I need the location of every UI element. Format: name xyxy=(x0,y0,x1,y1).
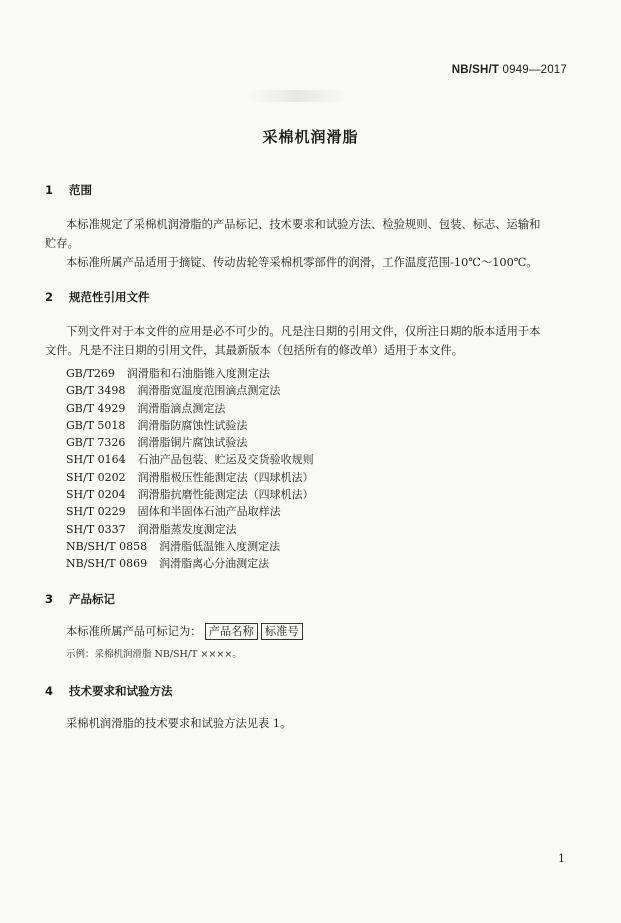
section-number: 3 xyxy=(45,592,54,606)
standard-code xyxy=(452,64,567,76)
reference-code: NB/SH/T 0869 xyxy=(66,557,148,571)
section-3-heading xyxy=(45,591,115,607)
section-2-paragraph-1: 下列文件对于本文件的应用是必不可少的。凡是注日期的引用文件，仅所注日期的版本适用于本 xyxy=(66,325,541,338)
section-1-paragraph-2: 本标准所属产品适用于摘锭、传动齿轮等采棉机零部件的润滑，工作温度范围-10℃～100℃。 xyxy=(66,256,538,269)
reference-title: 润滑脂抗磨性能测定法（四球机法） xyxy=(137,488,314,502)
reference-code: SH/T 0202 xyxy=(66,470,126,484)
reference-item xyxy=(66,382,314,399)
document-title: 采棉机润滑脂 xyxy=(262,128,359,146)
reference-code: SH/T 0164 xyxy=(66,453,126,467)
section-label: 规范性引用文件 xyxy=(69,290,150,304)
reference-title: 润滑脂和石油脂锥入度测定法 xyxy=(126,367,270,380)
reference-title: 润滑脂滴点测定法 xyxy=(137,401,226,415)
section-1-heading xyxy=(45,182,92,198)
section-1-paragraph-1: 本标准规定了采棉机润滑脂的产品标记、技术要求和试验方法、检验规则、包装、标志、运输和 xyxy=(66,218,541,231)
reference-title: 润滑脂低温锥入度测定法 xyxy=(159,539,281,553)
reference-item xyxy=(66,434,314,451)
reference-code: SH/T 0229 xyxy=(66,505,126,519)
section-label: 范围 xyxy=(69,183,92,197)
reference-code: NB/SH/T 0858 xyxy=(66,539,148,553)
section-label: 产品标记 xyxy=(69,592,115,606)
reference-item xyxy=(66,451,314,468)
section-1-paragraph-1-cont: 贮存。 xyxy=(45,237,79,250)
reference-code: SH/T 0204 xyxy=(66,488,126,502)
section-number: 4 xyxy=(45,684,54,698)
page-number: 1 xyxy=(558,852,565,865)
reference-item xyxy=(66,486,314,503)
reference-code: GB/T 5018 xyxy=(66,418,126,432)
reference-code: GB/T 7326 xyxy=(66,436,126,450)
section-4-heading xyxy=(45,683,173,699)
section-4-paragraph-1: 采棉机润滑脂的技术要求和试验方法见表 1。 xyxy=(66,717,292,730)
product-mark-text: 本标准所属产品可标记为： xyxy=(66,625,202,638)
reference-item xyxy=(66,469,314,486)
reference-item xyxy=(66,417,314,434)
reference-title: 润滑脂蒸发度测定法 xyxy=(137,522,237,536)
reference-title: 润滑脂铜片腐蚀试验法 xyxy=(137,436,248,450)
section-2-paragraph-1-cont: 文件。凡是不注日期的引用文件，其最新版本（包括所有的修改单）适用于本文件。 xyxy=(45,344,463,357)
section-number: 2 xyxy=(45,290,54,304)
reference-title: 润滑脂宽温度范围滴点测定法 xyxy=(137,384,281,398)
reference-title: 石油产品包装、贮运及交货验收规则 xyxy=(137,453,314,467)
reference-title: 固体和半固体石油产品取样法 xyxy=(137,505,281,519)
reference-item xyxy=(66,555,314,572)
reference-item xyxy=(66,400,314,417)
section-label: 技术要求和试验方法 xyxy=(69,684,173,698)
reference-code: GB/T 4929 xyxy=(66,401,126,415)
reference-item xyxy=(66,365,314,382)
section-2-heading xyxy=(45,289,150,305)
reference-title: 润滑脂极压性能测定法（四球机法） xyxy=(137,470,314,484)
reference-code: GB/T269 xyxy=(66,367,115,380)
reference-item xyxy=(66,503,314,520)
faint-stamp-mark xyxy=(248,90,348,102)
product-name-box: 产品名称 xyxy=(205,623,258,640)
standard-number-box: 标准号 xyxy=(261,623,303,640)
standard-code-prefix: NB/SH/T xyxy=(451,64,500,76)
reference-title: 润滑脂防腐蚀性试验法 xyxy=(137,418,248,432)
reference-item xyxy=(66,538,314,555)
section-number: 1 xyxy=(45,183,54,197)
standard-code-suffix: 0949—2017 xyxy=(499,64,567,76)
reference-list xyxy=(66,365,314,573)
product-mark-line xyxy=(66,623,303,641)
reference-code: GB/T 3498 xyxy=(66,384,126,398)
reference-title: 润滑脂离心分油测定法 xyxy=(159,557,270,571)
reference-code: SH/T 0337 xyxy=(66,522,126,536)
mark-example: 示例：采棉机润滑脂 NB/SH/T ××××。 xyxy=(66,649,242,660)
reference-item xyxy=(66,521,314,538)
